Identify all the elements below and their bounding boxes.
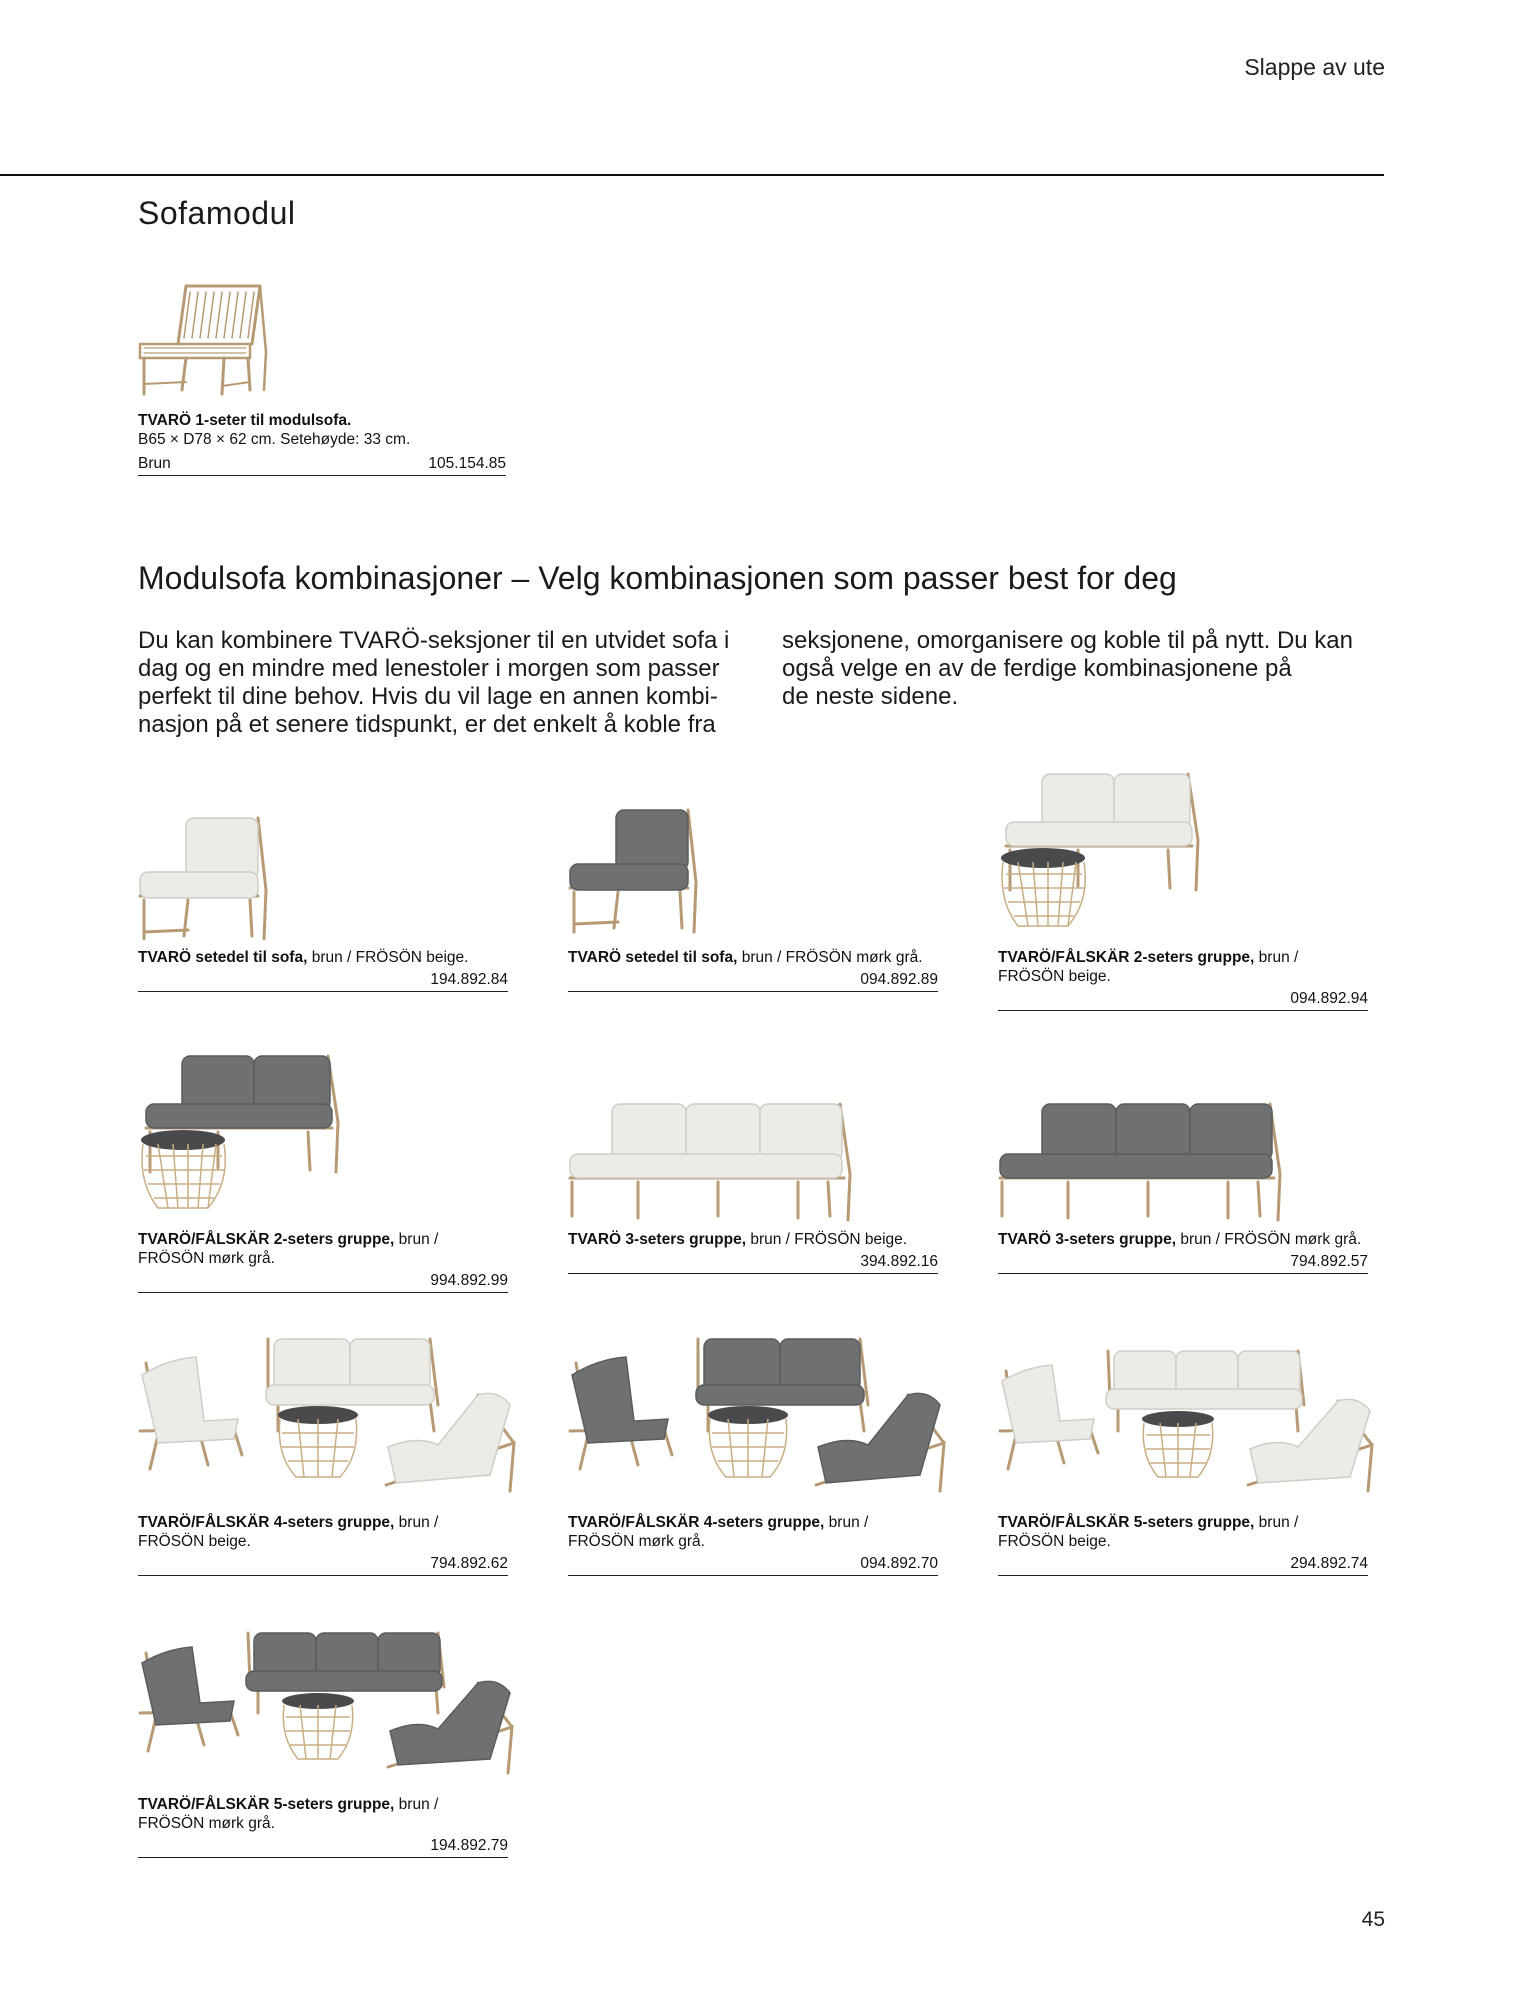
product-name: TVARÖ/FÅLSKÄR 4-seters gruppe, brun / FRÖSÖN mørk grå. <box>568 1514 869 1550</box>
header-divider <box>0 174 1384 176</box>
product-name: TVARÖ/FÅLSKÄR 2-seters gruppe, brun / FRÖSÖN beige. <box>998 949 1299 985</box>
product-image <box>998 770 1368 940</box>
chair-icon <box>568 800 708 940</box>
sofa-with-table-icon <box>138 1052 348 1222</box>
product-card[interactable] <box>568 790 938 992</box>
product-article-number: 094.892.94 <box>998 990 1368 1011</box>
product-image <box>568 1052 938 1222</box>
product-article-number: 794.892.57 <box>998 1253 1368 1274</box>
product-image <box>998 1052 1368 1222</box>
product-name: TVARÖ/FÅLSKÄR 2-seters gruppe, brun / FRÖSÖN mørk grå. <box>138 1231 439 1267</box>
product-variant-row <box>138 455 506 476</box>
lounge-group-icon <box>998 1335 1378 1505</box>
product-article-number: 094.892.89 <box>568 971 938 992</box>
intro-left-column <box>138 627 748 739</box>
section-title-combinations: Modulsofa kombinasjoner – Velg kombinasjonen som passer best for deg <box>138 560 1177 596</box>
intro-line: dag og en mindre med lenestoler i morgen som passer <box>138 655 720 682</box>
chair-icon <box>138 800 278 940</box>
section-title-sofamodul: Sofamodul <box>138 195 296 231</box>
product-image <box>138 790 508 940</box>
lounge-frame-icon <box>138 282 268 398</box>
intro-line: seksjonene, omorganisere og koble til på nytt. Du kan <box>782 627 1353 654</box>
sofa-with-table-icon <box>998 770 1208 940</box>
product-color: Brun <box>138 455 171 472</box>
product-name: TVARÖ 3-seters gruppe, brun / FRÖSÖN mørk grå. <box>998 1231 1362 1248</box>
lounge-group-icon <box>138 1335 518 1505</box>
product-card[interactable] <box>998 1335 1368 1576</box>
product-card[interactable] <box>998 1052 1368 1274</box>
three-seat-sofa-icon <box>998 1082 1288 1222</box>
intro-line: Du kan kombinere TVARÖ-seksjoner til en utvidet sofa i <box>138 627 730 654</box>
product-image <box>138 1335 508 1505</box>
product-image <box>568 1335 938 1505</box>
page-number: 45 <box>1361 1908 1385 1931</box>
product-name: TVARÖ/FÅLSKÄR 5-seters gruppe, brun / FRÖSÖN beige. <box>998 1514 1299 1550</box>
intro-line: de neste sidene. <box>782 683 959 710</box>
product-image-module-frame <box>138 282 268 398</box>
product-title: TVARÖ 1-seter til modulsofa. <box>138 412 352 429</box>
product-card[interactable] <box>138 1617 508 1858</box>
product-name: TVARÖ setedel til sofa, brun / FRÖSÖN beige. <box>138 949 469 966</box>
product-article-number: 094.892.70 <box>568 1555 938 1576</box>
product-card[interactable] <box>138 1052 508 1293</box>
product-name: TVARÖ/FÅLSKÄR 4-seters gruppe, brun / FRÖSÖN beige. <box>138 1514 439 1550</box>
product-article-number: 394.892.16 <box>568 1253 938 1274</box>
product-card[interactable] <box>568 1052 938 1274</box>
product-article-number: 105.154.85 <box>428 455 506 472</box>
intro-line: også velge en av de ferdige kombinasjonene på <box>782 655 1292 682</box>
product-image <box>138 1052 508 1222</box>
product-image <box>998 1335 1368 1505</box>
product-article-number: 994.892.99 <box>138 1272 508 1293</box>
product-card[interactable] <box>138 1335 508 1576</box>
three-seat-sofa-icon <box>568 1082 858 1222</box>
product-card[interactable] <box>138 790 508 992</box>
intro-right-column <box>782 627 1382 711</box>
product-card[interactable] <box>998 770 1368 1011</box>
product-article-number: 194.892.84 <box>138 971 508 992</box>
lounge-group-icon <box>138 1617 518 1787</box>
product-dimensions: B65 × D78 × 62 cm. Setehøyde: 33 cm. <box>138 431 411 448</box>
product-card[interactable] <box>568 1335 938 1576</box>
product-name: TVARÖ setedel til sofa, brun / FRÖSÖN mørk grå. <box>568 949 923 966</box>
product-article-number: 794.892.62 <box>138 1555 508 1576</box>
product-name: TVARÖ/FÅLSKÄR 5-seters gruppe, brun / FRÖSÖN mørk grå. <box>138 1796 439 1832</box>
intro-line: nasjon på et senere tidspunkt, er det enkelt å koble fra <box>138 711 716 738</box>
product-name: TVARÖ 3-seters gruppe, brun / FRÖSÖN beige. <box>568 1231 908 1248</box>
product-article-number: 194.892.79 <box>138 1837 508 1858</box>
section-header: Slappe av ute <box>1244 54 1385 80</box>
lounge-group-icon <box>568 1335 948 1505</box>
intro-line: perfekt til dine behov. Hvis du vil lage en annen kombi- <box>138 683 718 710</box>
product-image <box>138 1617 508 1787</box>
product-article-number: 294.892.74 <box>998 1555 1368 1576</box>
product-image <box>568 790 938 940</box>
